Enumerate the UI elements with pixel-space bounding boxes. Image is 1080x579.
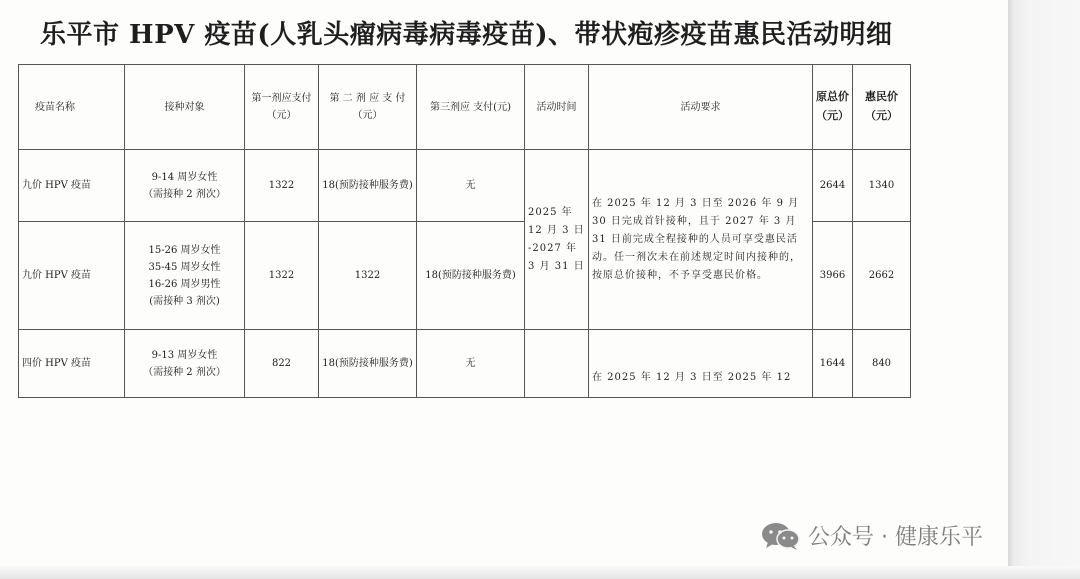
cell-target <box>125 150 245 222</box>
watermark-text: 公众号 · 健康乐平 <box>808 525 983 550</box>
cell-vaccine-name: 九价 HPV 疫苗 <box>19 150 125 222</box>
document-title: 乐平市 HPV 疫苗(人乳头瘤病毒病毒疫苗)、带状疱疹疫苗惠民活动明细 <box>40 20 893 50</box>
target-line: 9-14 周岁女性 <box>151 171 218 183</box>
header-target: 接种对象 <box>125 65 245 150</box>
vaccine-table <box>18 64 911 398</box>
page-edge-shadow <box>1008 0 1080 579</box>
cell-dose2: 18(预防接种服务费) <box>319 330 417 398</box>
header-dose1: 第一剂应支付（元） <box>245 65 319 150</box>
header-vaccine-name: 疫苗名称 <box>19 65 125 150</box>
cell-dose3: 无 <box>417 150 525 222</box>
header-benefit-price: 惠民价（元） <box>853 65 911 150</box>
cell-dose1: 822 <box>245 330 319 398</box>
cell-benefit-price: 840 <box>853 330 911 398</box>
header-dose3: 第三剂应 支付(元) <box>417 65 525 150</box>
cell-dose1: 1322 <box>245 150 319 222</box>
cell-original-price: 3966 <box>813 222 853 330</box>
header-requirement: 活动要求 <box>589 65 813 150</box>
target-line: 15-26 周岁女性 <box>148 244 221 256</box>
page-bottom-edge <box>0 566 1080 579</box>
cell-target <box>125 222 245 330</box>
table-row <box>19 150 911 222</box>
cell-vaccine-name: 四价 HPV 疫苗 <box>19 330 125 398</box>
target-line: (需接种 3 剂次) <box>149 295 220 307</box>
header-time: 活动时间 <box>525 65 589 150</box>
target-line: 9-13 周岁女性 <box>151 349 218 361</box>
target-line: （需接种 2 剂次） <box>143 188 226 200</box>
cell-dose2: 18(预防接种服务费) <box>319 150 417 222</box>
header-original-price: 原总价（元） <box>813 65 853 150</box>
cell-benefit-price: 2662 <box>853 222 911 330</box>
cell-dose2: 1322 <box>319 222 417 330</box>
cell-vaccine-name: 九价 HPV 疫苗 <box>19 222 125 330</box>
cell-original-price: 1644 <box>813 330 853 398</box>
cell-activity-time <box>525 330 589 398</box>
cell-activity-time: 2025 年 12 月 3 日 -2027 年 3 月 31 日 <box>525 150 589 330</box>
cell-activity-requirement: 在 2025 年 12 月 3 日至 2026 年 9 月 30 日完成首针接种，且于 2027 年 3 月 31 日前完成全程接种的人员可享受惠民活动。任一剂次未在前述规定时间内接种的，按原总价接种，不予享受惠民价格。 <box>589 150 813 330</box>
table-row <box>19 330 911 398</box>
cell-dose3: 18(预防接种服务费) <box>417 222 525 330</box>
cell-dose3: 无 <box>417 330 525 398</box>
table-header-row <box>19 65 911 150</box>
cell-original-price: 2644 <box>813 150 853 222</box>
wechat-watermark <box>760 520 983 551</box>
target-line: 35-45 周岁女性 <box>148 261 221 273</box>
cell-activity-requirement: 在 2025 年 12 月 3 日至 2025 年 12 <box>589 330 813 398</box>
cell-dose1: 1322 <box>245 222 319 330</box>
cell-benefit-price: 1340 <box>853 150 911 222</box>
header-dose2: 第 二 剂 应 支 付（元） <box>319 65 417 150</box>
target-line: （需接种 2 剂次） <box>143 366 226 378</box>
wechat-icon <box>760 521 802 551</box>
cell-target <box>125 330 245 398</box>
target-line: 16-26 周岁男性 <box>148 278 221 290</box>
